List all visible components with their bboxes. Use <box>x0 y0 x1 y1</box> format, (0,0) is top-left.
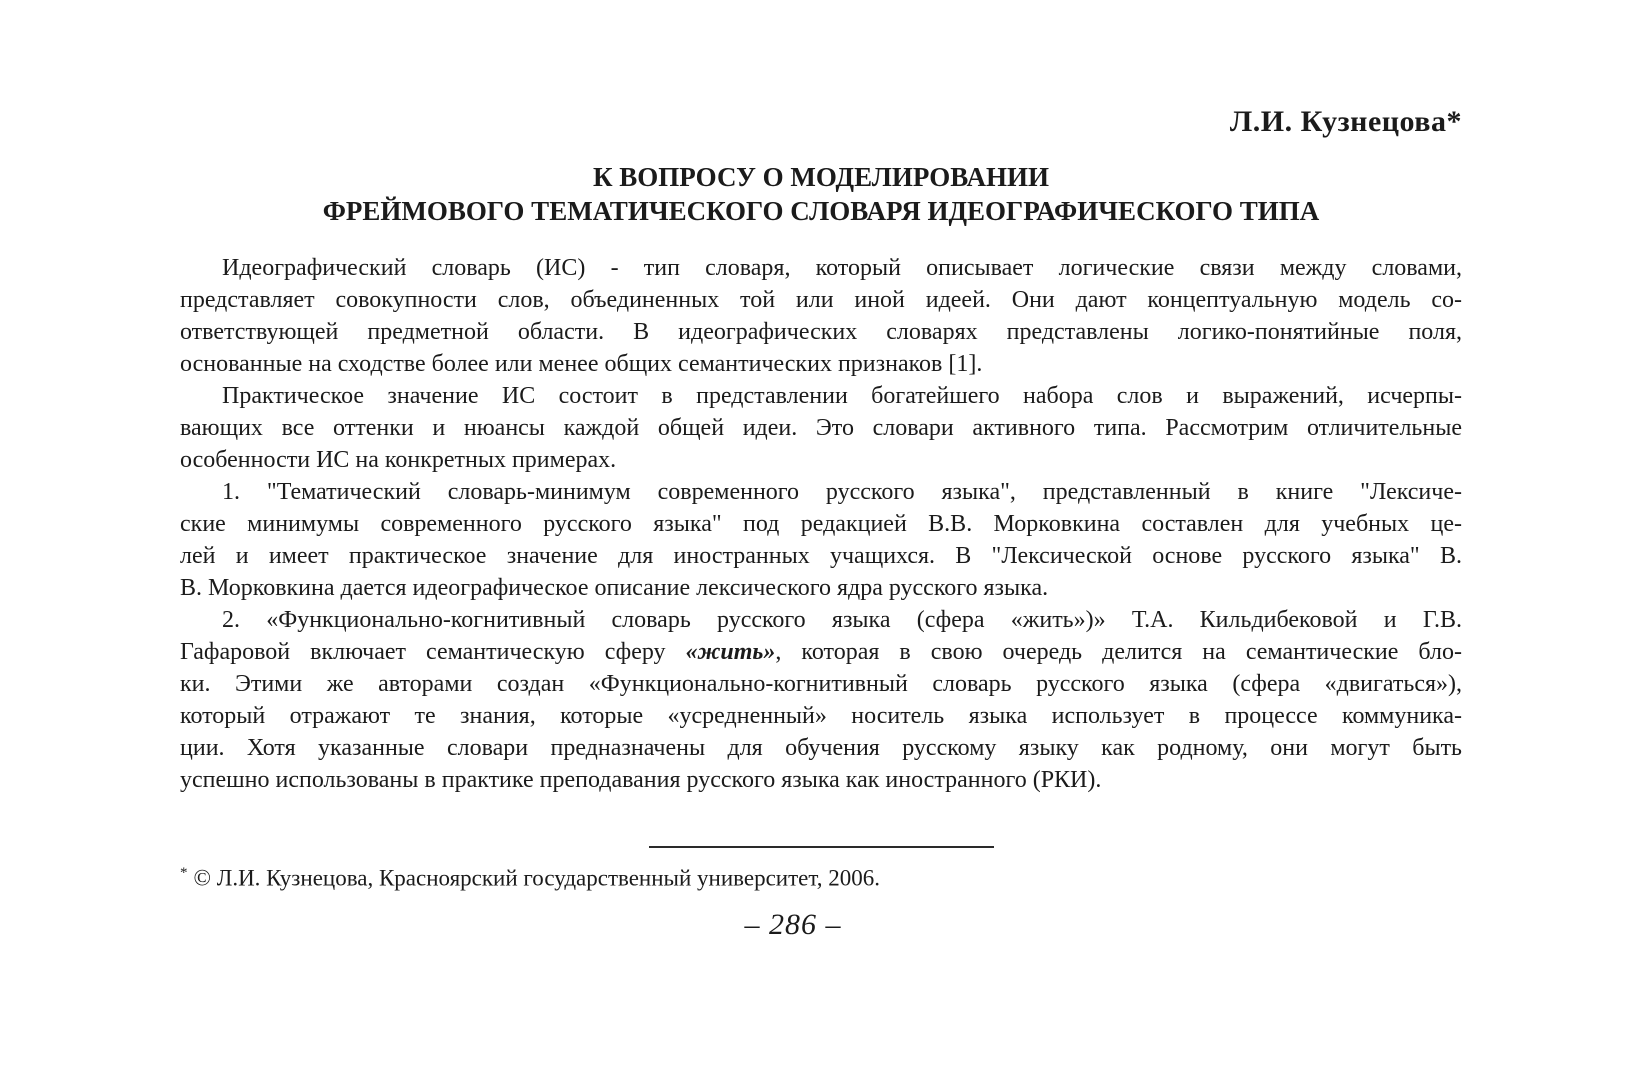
body-line <box>180 348 1462 380</box>
body-text-segment: представляет совокупности слов, объединенных той или иной идеей. Они дают концептуальную модель со- <box>180 287 1462 313</box>
body-line <box>180 252 1462 284</box>
author-line: Л.И. Кузнецова* <box>1229 105 1462 138</box>
body-text-segment: 1. "Тематический словарь-минимум современного русского языка", представленный в книге "Лексиче- <box>222 479 1462 505</box>
body-text-segment: успешно использованы в практике преподавания русского языка как иностранного (РКИ). <box>180 767 1102 793</box>
body-text-segment: вающих все оттенки и нюансы каждой общей идеи. Это словари активного типа. Рассмотрим отличительные <box>180 415 1462 441</box>
body-line <box>180 668 1462 700</box>
body-line <box>180 732 1462 764</box>
body-text-segment: основанные на сходстве более или менее общих семантических признаков [1]. <box>180 351 983 377</box>
body-line <box>180 412 1462 444</box>
footnote-separator <box>649 846 994 848</box>
body-line <box>180 508 1462 540</box>
body-line <box>180 316 1462 348</box>
body-text-segment: , которая в свою очередь делится на семантические бло- <box>775 639 1462 665</box>
body-line <box>180 700 1462 732</box>
footnote-marker: * <box>180 865 188 881</box>
article-body <box>180 252 1462 796</box>
footnote-text: © Л.И. Кузнецова, Красноярский государственный университет, 2006. <box>193 865 880 891</box>
body-line <box>180 604 1462 636</box>
body-text-segment: В. Морковкина дается идеографическое описание лексического ядра русского языка. <box>180 575 1049 601</box>
body-line <box>180 540 1462 572</box>
title-line-1: К ВОПРОСУ О МОДЕЛИРОВАНИИ <box>592 162 1050 192</box>
body-text-segment: ответствующей предметной области. В идеографических словарях представлены логико-понятийные поля, <box>180 319 1462 345</box>
body-text-segment: ские минимумы современного русского языка" под редакцией В.В. Морковкина составлен для учебных це- <box>180 511 1462 537</box>
body-line <box>180 636 1462 668</box>
title-line-2: ФРЕЙМОВОГО ТЕМАТИЧЕСКОГО СЛОВАРЯ ИДЕОГРАФИЧЕСКОГО ТИПА <box>322 196 1320 226</box>
page-content <box>180 104 1462 942</box>
footnote <box>180 858 1462 894</box>
body-text-segment: Идеографический словарь (ИС) - тип словаря, который описывает логические связи между словами, <box>222 255 1462 281</box>
page-number: – 286 – <box>744 907 842 941</box>
body-line <box>180 444 1462 476</box>
body-text-segment: особенности ИС на конкретных примерах. <box>180 447 617 473</box>
body-text-segment: лей и имеет практическое значение для иностранных учащихся. В "Лексической основе русского языка" В. <box>180 543 1462 569</box>
body-text-segment: который отражают те знания, которые «усредненный» носитель языка использует в процессе коммуника- <box>180 703 1462 729</box>
body-line <box>180 284 1462 316</box>
paper-title <box>180 160 1462 228</box>
body-text-segment: Гафаровой включает семантическую сферу <box>180 639 686 665</box>
emphasized-term: «жить» <box>685 639 776 665</box>
body-line <box>180 476 1462 508</box>
body-line <box>180 572 1462 604</box>
body-line <box>180 764 1462 796</box>
body-line <box>180 380 1462 412</box>
body-text-segment: Практическое значение ИС состоит в представлении богатейшего набора слов и выражений, исчерпы- <box>222 383 1462 409</box>
body-text-segment: ки. Этими же авторами создан «Функционально-когнитивный словарь русского языка (сфера «двигаться»), <box>180 671 1462 697</box>
body-text-segment: 2. «Функционально-когнитивный словарь русского языка (сфера «жить»)» Т.А. Кильдибековой и Г.В. <box>222 607 1462 633</box>
body-text-segment: ции. Хотя указанные словари предназначены для обучения русскому языку как родному, они могут быть <box>180 735 1462 761</box>
